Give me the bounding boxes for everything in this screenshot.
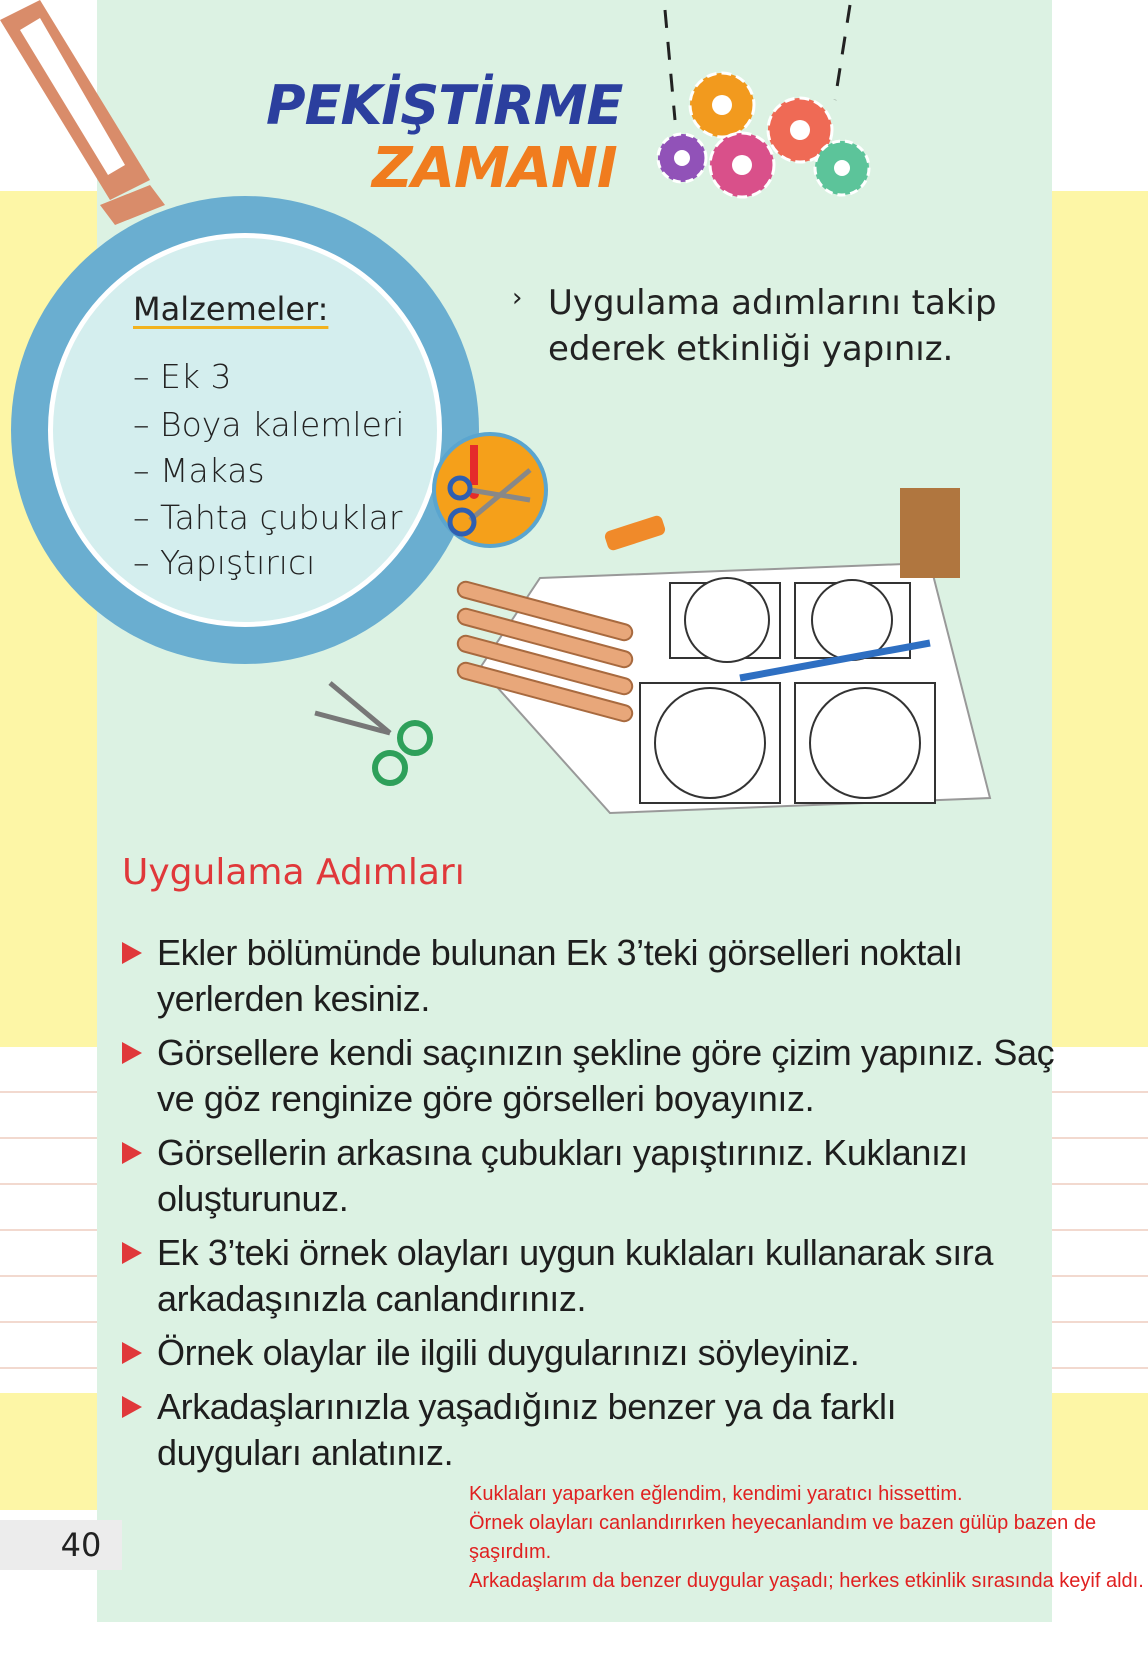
bullet-triangle-icon (122, 1042, 142, 1064)
step-text: Görsellere kendi saçınızın şekline göre çizim yapınız. Saç ve göz renginize göre görselleri boyayınız. (157, 1032, 1055, 1119)
step-item (122, 1030, 1062, 1122)
bullet-triangle-icon (122, 1396, 142, 1418)
answer-line: Arkadaşlarım da benzer duygular yaşadı; herkes etkinlik sırasında keyif aldı. (469, 1570, 1144, 1592)
instruction-arrow-icon: › (512, 283, 523, 313)
material-item: – Ek 3 (133, 357, 232, 396)
bullet-triangle-icon (122, 942, 142, 964)
material-item: – Yapıştırıcı (133, 543, 316, 582)
instruction-text (512, 280, 997, 372)
step-item (122, 1230, 1062, 1322)
step-item (122, 1330, 1062, 1376)
magnifier-handle-icon (0, 0, 180, 240)
yellow-band-left-bottom (0, 1393, 97, 1510)
instruction-line: ederek etkinliği yapınız. (548, 329, 954, 369)
step-text: Ekler bölümünde bulunan Ek 3’teki görselleri noktalı yerlerden kesiniz. (157, 932, 963, 1019)
step-item (122, 1384, 982, 1476)
step-item (122, 930, 1062, 1022)
step-text: Görsellerin arkasına çubukları yapıştırınız. Kuklanızı oluşturunuz. (157, 1132, 968, 1219)
title-line-1: PEKİŞTİRME (266, 74, 623, 137)
materials-title: Malzemeler: (133, 290, 329, 328)
answer-text (469, 1480, 1148, 1596)
steps-list (122, 930, 1144, 1596)
page-number: 40 (0, 1520, 122, 1570)
step-text: Arkadaşlarınızla yaşadığınız benzer ya da farklı duyguları anlatınız. (157, 1386, 897, 1473)
instruction-line: Uygulama adımlarını takip (548, 283, 997, 323)
step-text: Örnek olaylar ile ilgili duygularınızı söyleyiniz. (157, 1332, 860, 1373)
step-item (122, 1130, 1062, 1222)
title-line-2: ZAMANI (372, 136, 617, 201)
gears-icon (650, 0, 890, 220)
material-item: – Boya kalemleri (133, 405, 405, 444)
answer-line: Örnek olayları canlandırırken heyecanlandım ve bazen gülüp bazen de şaşırdım. (469, 1512, 1097, 1563)
material-item: – Makas (133, 451, 265, 490)
steps-title: Uygulama Adımları (122, 852, 465, 893)
material-item: – Tahta çubuklar (133, 498, 403, 537)
lined-band-right (1052, 1047, 1148, 1393)
step-text: Ek 3’teki örnek olayları uygun kuklaları kullanarak sıra arkadaşınızla canlandırınız. (157, 1232, 994, 1319)
yellow-band-right (1052, 191, 1148, 1047)
bullet-triangle-icon (122, 1342, 142, 1364)
bullet-triangle-icon (122, 1142, 142, 1164)
lined-band-left (0, 1047, 97, 1393)
bullet-triangle-icon (122, 1242, 142, 1264)
materials-illustration (310, 468, 1000, 828)
answer-line: Kuklaları yaparken eğlendim, kendimi yaratıcı hissettim. (469, 1483, 963, 1505)
